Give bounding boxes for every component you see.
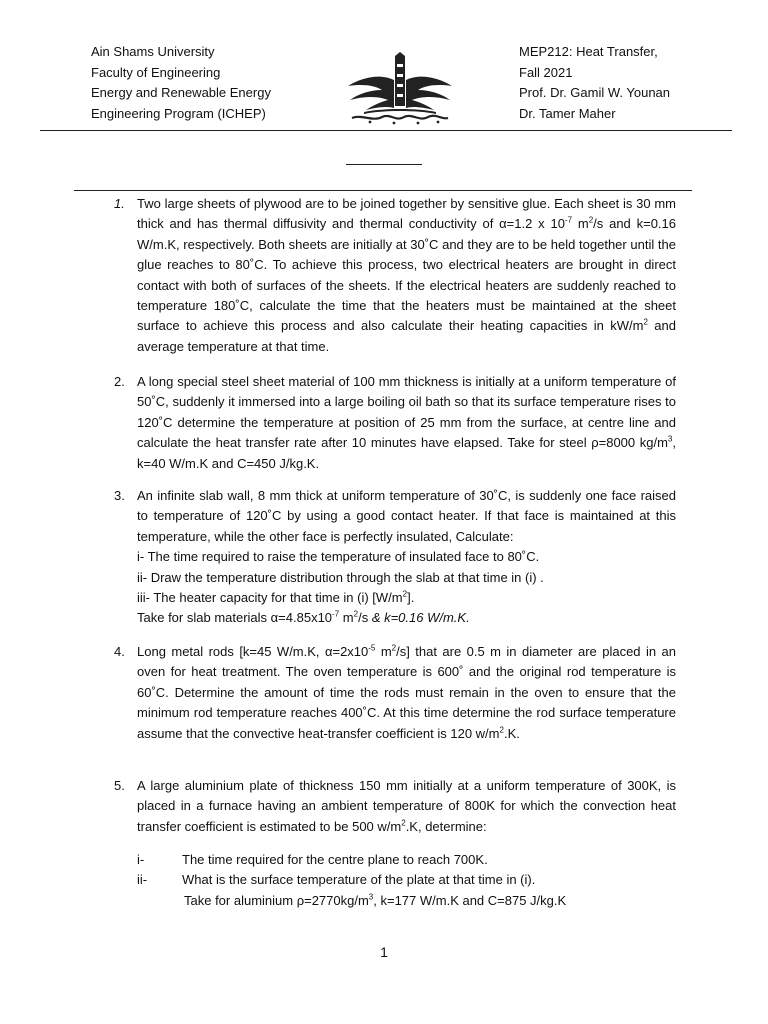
- question-number: 5.: [114, 778, 125, 793]
- question-2: [114, 372, 676, 474]
- page-number: 1: [380, 944, 388, 960]
- faculty-name: Faculty of Engineering: [91, 64, 221, 80]
- sub-question-ii: ii- Draw the temperature distribution through the slab at that time in (i) .: [137, 569, 544, 585]
- instructor-1: Prof. Dr. Gamil W. Younan: [519, 85, 671, 100]
- header-divider: [40, 130, 732, 131]
- university-logo: [342, 52, 458, 126]
- program-name-line2: Engineering Program (ICHEP): [91, 105, 266, 121]
- sub-question-i: i- The time required to raise the temperature of insulated face to 80˚C.: [137, 549, 540, 565]
- semester: Fall 2021: [519, 64, 573, 80]
- question-5: [114, 776, 676, 837]
- question-text: An infinite slab wall, 8 mm thick at uniform temperature of 30˚C, is suddenly one face raised to temperature of 120˚C by using a good contact heater. If that face is maintained at this temperature, while the other face is perfectly insulated, Calculate:: [137, 488, 676, 544]
- question-5-subitems: [137, 850, 677, 911]
- sub-question-marker: i-: [137, 852, 145, 867]
- sub-question-i: [137, 850, 677, 870]
- question-1: [114, 194, 676, 357]
- question-number: 2.: [114, 374, 125, 389]
- question-text: A large aluminium plate of thickness 150 mm initially at a uniform temperature of 300K, is placed in a furnace having an ambient temperature of 800K for which the convection heat transfer coefficient is estimated to be 500 $w/m^2.K$, determine:: [137, 778, 676, 834]
- sub-question-text: What is the surface temperature of the plate at that time in (i).: [182, 872, 536, 888]
- question-text: Long metal rods [k=45 W/m.K, $\alpha=2x10^{-5}$ $m^2/s$] that are 0.5 m in diameter are placed in an oven for heat treatment. The oven temperature is 600˚ and the original rod temperature is 60˚C. Determine the amount of time the rods must remain in the oven to ensure that the minimum rod temperature reaches 400˚C. At this time determine the rod surface temperature assume that the convective heat-transfer coefficient is 120 $w/m^2.K$.: [137, 643, 676, 741]
- header-right-block: [519, 42, 670, 124]
- question-text: A long special steel sheet material of 100 mm thickness is initially at a uniform temperature of 50˚C, suddenly it immersed into a large boiling oil bath so that its surface temperature rises to 120˚C determine the temperature at position of 25 mm from the surface, at centre line and calculate the heat transfer rate after 10 minutes have elapsed. Take for steel ρ=8000 $kg/m^3$, k=40 W/m.K and C=450 J/kg.K.: [137, 374, 676, 471]
- section-divider: [74, 190, 692, 191]
- sub-question-iii: iii- The heater capacity for that time in (i) $[W/m^2]$.: [137, 589, 415, 606]
- sub-question-text: The time required for the centre plane to reach 700K.: [182, 852, 488, 867]
- question-4: [114, 642, 676, 744]
- header-left-block: [91, 42, 271, 124]
- university-name: Ain Shams University: [91, 44, 215, 59]
- question-text: Two large sheets of plywood are to be joined together by sensitive glue. Each sheet is 30 mm thick and has thermal diffusivity and thermal conductivity of α=1.2 x $10^{-7}$ $m^2/s$ and k=0.16 W/m.K, respectively. Both sheets are initially at 30˚C and they are to be held together until the glue reaches to 80˚C. To achieve this process, two electrical heaters are brought in direct contact with both of surfaces of the sheets. If the electrical heaters are suddenly reached to temperature 180˚C, calculate the time that the heaters must be maintained at the sheet surface to achieve this process and also calculate their heating capacities in $kW/m^2$ and average temperature at that time.: [137, 196, 676, 354]
- sub-question-ii: [137, 870, 677, 911]
- course-code: MEP212: Heat Transfer,: [519, 44, 658, 59]
- instructor-2: Dr. Tamer Maher: [519, 105, 616, 121]
- short-divider: [346, 164, 422, 165]
- material-properties: Take for slab materials $\alpha=4.85x10^{-7}$ $m^2/s$ & k=0.16 W/m.K.: [137, 610, 470, 626]
- sub-question-marker: ii-: [137, 872, 148, 888]
- question-number: 3.: [114, 488, 125, 503]
- material-properties: Take for aluminium $\rho=2770kg/m^3$, k=177 W/m.K and C=875 J/kg.K: [184, 892, 567, 908]
- question-number: 1.: [114, 196, 125, 211]
- program-name-line1: Energy and Renewable Energy: [91, 85, 271, 100]
- question-3: [114, 486, 676, 629]
- question-number: 4.: [114, 644, 125, 659]
